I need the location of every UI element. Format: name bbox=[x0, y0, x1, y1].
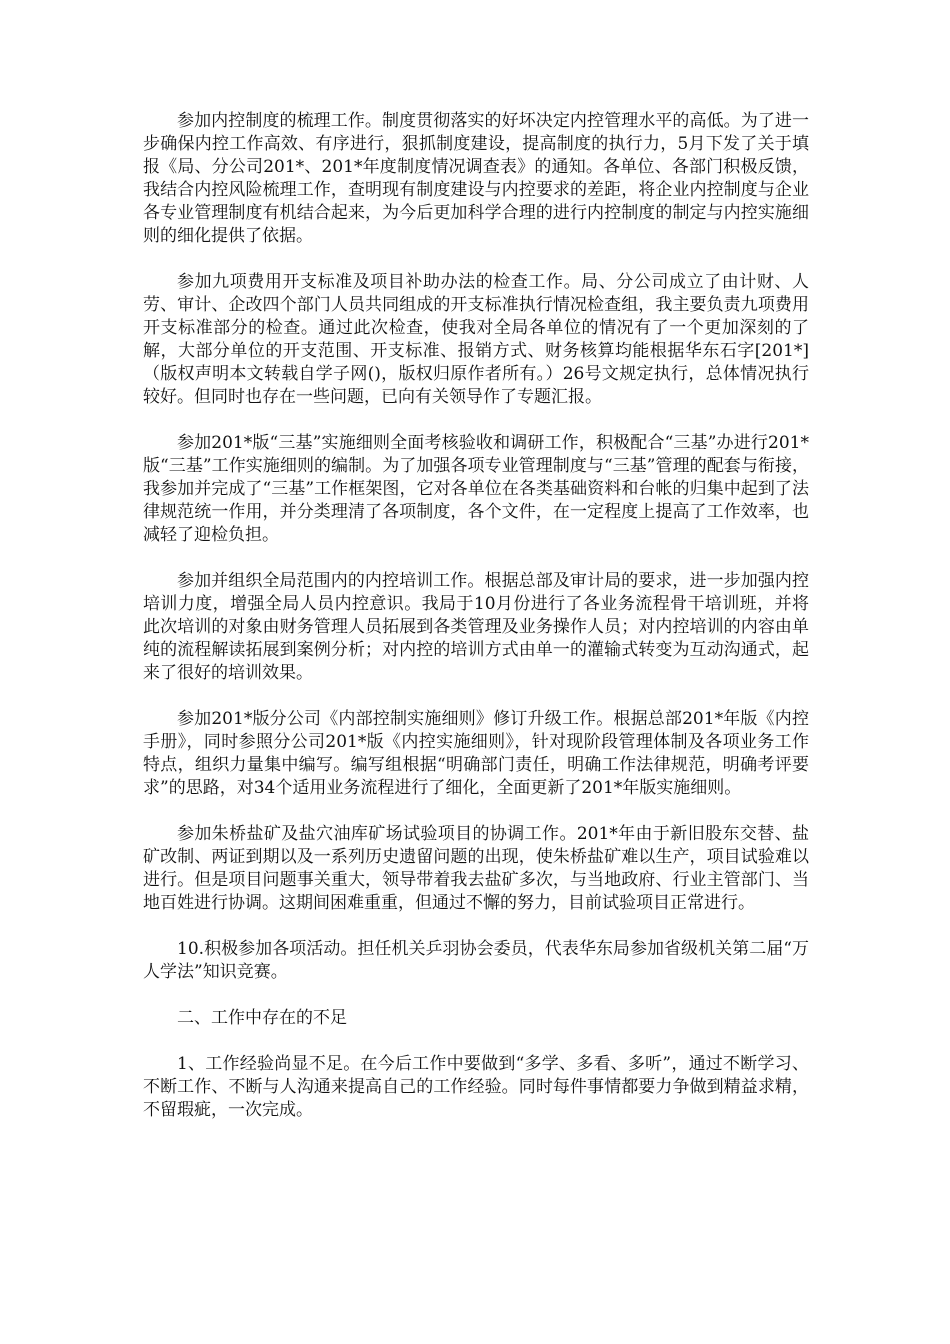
paragraph: 参加内控制度的梳理工作。制度贯彻落实的好坏决定内控管理水平的高低。为了进一步确保内控工作高效、有序进行，狠抓制度建设，提高制度的执行力，5月下发了关于填报《局、分公司201*、201*年度制度情况调查表》的通知。各单位、各部门积极反馈，我结合内控风险梳理工作，查明现有制度建设与内控要求的差距，将企业内控制度与企业各专业管理制度有机结合起来，为今后更加科学合理的进行内控制度的制定与内控实施细则的细化提供了依据。 bbox=[143, 111, 809, 246]
paragraph: 1、工作经验尚显不足。在今后工作中要做到“多学、多看、多听”，通过不断学习、不断工作、不断与人沟通来提高自己的工作经验。同时每件事情都要力争做到精益求精，不留瑕疵，一次完成。 bbox=[143, 1054, 809, 1120]
section-heading: 二、工作中存在的不足 bbox=[177, 1008, 347, 1028]
paragraph: 10.积极参加各项活动。担任机关乒羽协会委员，代表华东局参加省级机关第二届“万人学法”知识竞赛。 bbox=[143, 939, 809, 982]
paragraph: 参加201*版分公司《内部控制实施细则》修订升级工作。根据总部201*年版《内控手册》，同时参照分公司201*版《内控实施细则》，针对现阶段管理体制及各项业务工作特点，组织力量集中编写。编写组根据“明确部门责任，明确工作法律规范，明确考评要求”的思路，对34个适用业务流程进行了细化，全面更新了201*年版实施细则。 bbox=[143, 709, 809, 798]
paragraph: 参加并组织全局范围内的内控培训工作。根据总部及审计局的要求，进一步加强内控培训力度，增强全局人员内控意识。我局于10月份进行了各业务流程骨干培训班，并将此次培训的对象由财务管理人员拓展到各类管理及业务操作人员；对内控培训的内容由单纯的流程解读拓展到案例分析；对内控的培训方式由单一的灌输式转变为互动沟通式，起来了很好的培训效果。 bbox=[143, 571, 809, 683]
paragraph: 参加九项费用开支标准及项目补助办法的检查工作。局、分公司成立了由计财、人劳、审计、企改四个部门人员共同组成的开支标准执行情况检查组，我主要负责九项费用开支标准部分的检查。通过此次检查，使我对全局各单位的情况有了一个更加深刻的了解，大部分单位的开支范围、开支标准、报销方式、财务核算均能根据华东石字[201*]（版权声明本文转载自学子网()，版权归原作者所有。）26号文规定执行，总体情况执行较好。但同时也存在一些问题，已向有关领导作了专题汇报。 bbox=[143, 272, 809, 407]
paragraph: 参加朱桥盐矿及盐穴油库矿场试验项目的协调工作。201*年由于新旧股东交替、盐矿改制、两证到期以及一系列历史遗留问题的出现，使朱桥盐矿难以生产，项目试验难以进行。但是项目问题事关重大，领导带着我去盐矿多次，与当地政府、行业主管部门、当地百姓进行协调。这期间困难重重，但通过不懈的努力，目前试验项目正常进行。 bbox=[143, 824, 809, 913]
document-body bbox=[143, 110, 809, 1145]
paragraph: 参加201*版“三基”实施细则全面考核验收和调研工作，积极配合“三基”办进行201*版“三基”工作实施细则的编制。为了加强各项专业管理制度与“三基”管理的配套与衔接，我参加并完成了“三基”工作框架图，它对各单位在各类基础资料和台帐的归集中起到了法律规范统一作用，并分类理清了各项制度，各个文件，在一定程度上提高了工作效率，也减轻了迎检负担。 bbox=[143, 433, 809, 545]
